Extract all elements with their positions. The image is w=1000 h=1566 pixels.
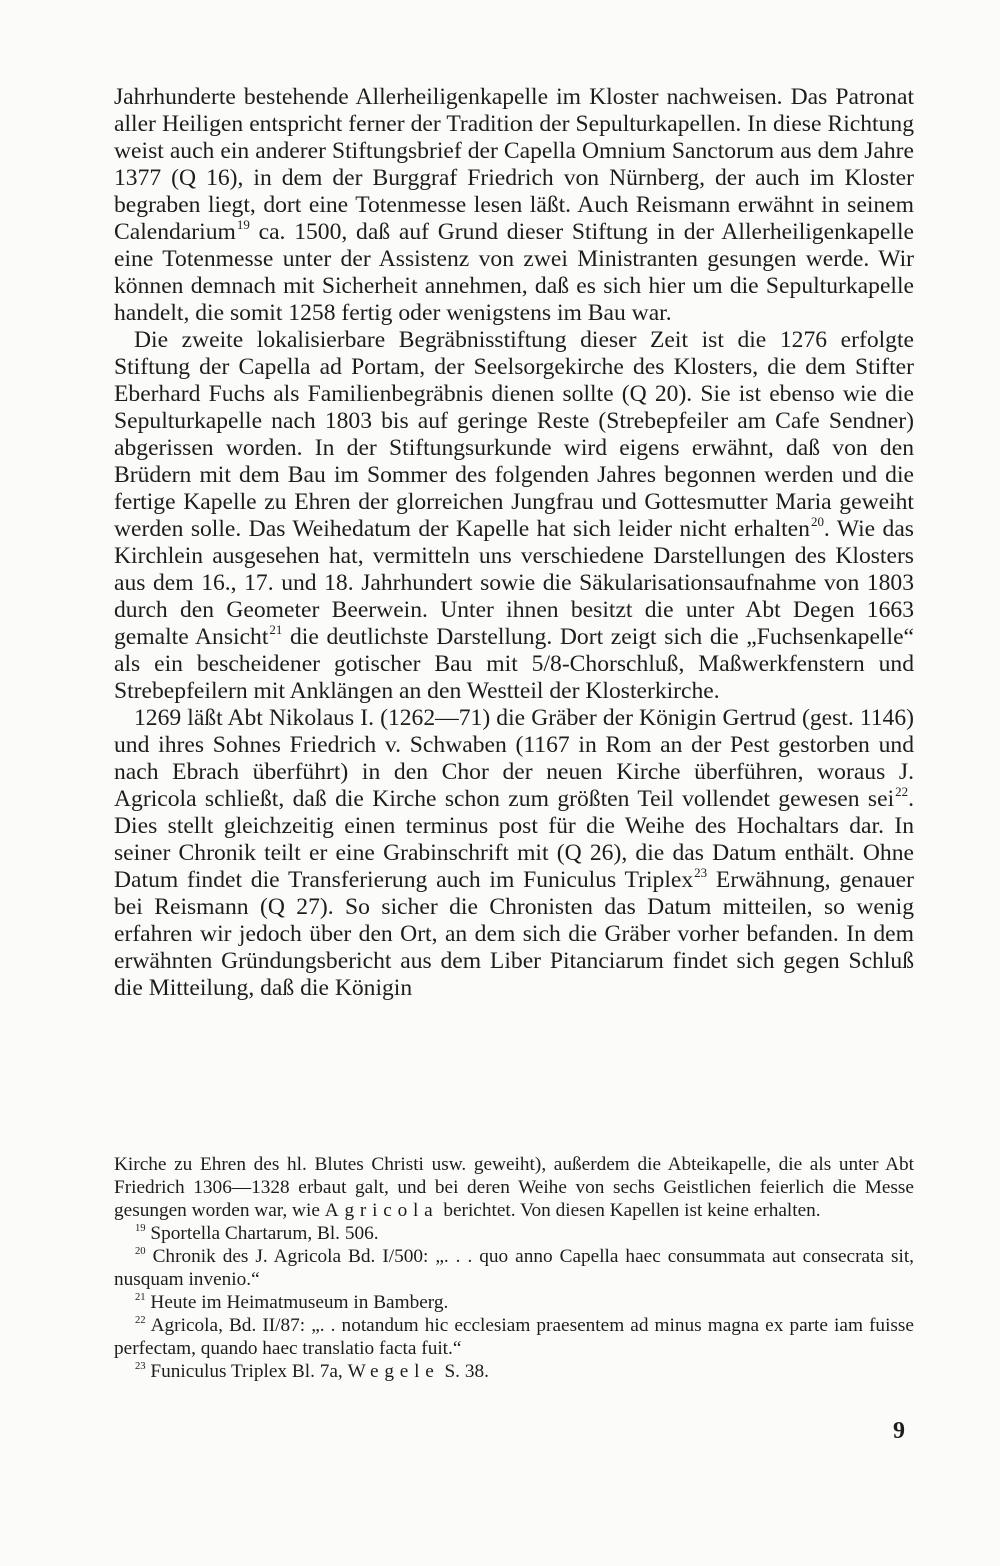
main-text xyxy=(114,84,914,1002)
footnote-21: $^{21}$ Heute im Heimatmuseum in Bamberg. xyxy=(135,1292,449,1313)
paragraph: Jahrhunderte bestehende Allerheiligenkapelle im Kloster nachweisen. Das Patronat aller Heiligen entspricht ferner der Tradition der Sepulturkapellen. In diese Richtung weist auch ein anderer Stiftungsbrief der Capella Omnium Sanctorum aus dem Jahre 1377 (Q 16), in dem der Burggraf Friedrich von Nürnberg, der auch im Kloster begraben liegt, dort eine Totenmesse lesen läßt. Auch Reismann erwähnt in seinem Calendarium$^{19}$ ca. 1500, daß auf Grund dieser Stiftung in der Allerheiligenkapelle eine Totenmesse unter der Assistenz von zwei Ministranten gesungen werde. Wir können demnach mit Sicherheit annehmen, daß es sich hier um die Sepulturkapelle handelt, die somit 1258 fertig oder wenigstens im Bau war. xyxy=(114,84,914,326)
footnote-ref[interactable]: 22 xyxy=(895,784,909,800)
footnote-continuation: Kirche zu Ehren des hl. Blutes Christi usw. geweiht), außerdem die Abteikapelle, die als unter Abt Friedrich 1306—1328 erbaut galt, und bei deren Weihe von sechs Geistlichen feierlich die Messe gesungen worden war, wie Agricola berichtet. Von diesen Kapellen ist keine erhalten. xyxy=(114,1154,914,1221)
footnote-20: $^{20}$ Chronik des J. Agricola Bd. I/500: „. . . quo anno Capella haec consummata aut consecrata sit, nusquam invenio.“ xyxy=(114,1246,914,1290)
footnote-22: $^{22}$ Agricola, Bd. II/87: „. . notandum hic ecclesiam praesentem ad minus magna ex parte iam fuisse perfectam, quando haec translatio facta fuit.“ xyxy=(114,1315,914,1359)
author-name: Wegele xyxy=(347,1361,440,1382)
footnote-23: $^{23}$ Funiculus Triplex Bl. 7a, Wegele S. 38. xyxy=(135,1361,489,1382)
footnote-ref[interactable]: 23 xyxy=(694,865,708,881)
paragraph: 1269 läßt Abt Nikolaus I. (1262—71) die Gräber der Königin Gertrud (gest. 1146) und ihres Sohnes Friedrich v. Schwaben (1167 in Rom an der Pest gestorben und nach Ebrach überführt) in den Chor der neuen Kirche überführen, woraus J. Agricola schließt, daß die Kirche schon zum größten Teil vollendet gewesen sei$^{22}$. Dies stellt gleichzeitig einen terminus post für die Weihe des Hochaltars dar. In seiner Chronik teilt er eine Grabinschrift mit (Q 26), die das Datum enthält. Ohne Datum findet die Transferierung auch im Funiculus Triplex$^{23}$ Erwähnung, genauer bei Reismann (Q 27). So sicher die Chronisten das Datum mitteilen, so wenig erfahren wir jedoch über den Ort, an dem sich die Gräber vorher befanden. In dem erwähnten Gründungsbericht aus dem Liber Pitanciarum findet sich gegen Schluß die Mitteilung, daß die Königin xyxy=(114,705,915,1001)
footnote-19: $^{19}$ Sportella Chartarum, Bl. 506. xyxy=(135,1223,379,1244)
footnote-ref[interactable]: 21 xyxy=(269,622,283,638)
footnote-ref[interactable]: 20 xyxy=(810,514,824,530)
author-name: Agricola xyxy=(324,1200,439,1221)
footnotes xyxy=(114,1153,914,1383)
paragraph: Die zweite lokalisierbare Begräbnisstiftung dieser Zeit ist die 1276 erfolgte Stiftung der Capella ad Portam, der Seelsorgekirche des Klosters, die dem Stifter Eberhard Fuchs als Familienbegräbnis dienen sollte (Q 20). Sie ist ebenso wie die Sepulturkapelle nach 1803 bis auf geringe Reste (Strebepfeiler am Cafe Sendner) abgerissen worden. In der Stiftungsurkunde wird eigens erwähnt, daß von den Brüdern mit dem Bau im Sommer des folgenden Jahres begonnen werden und die fertige Kapelle zu Ehren der glorreichen Jungfrau und Gottesmutter Maria geweiht werden solle. Das Weihedatum der Kapelle hat sich leider nicht erhalten$^{20}$. Wie das Kirchlein ausgesehen hat, vermitteln uns verschiedene Darstellungen des Klosters aus dem 16., 17. und 18. Jahrhundert sowie die Säkularisationsaufnahme von 1803 durch den Geometer Beerwein. Unter ihnen besitzt die unter Abt Degen 1663 gemalte Ansicht$^{21}$ die deutlichste Darstellung. Dort zeigt sich die „Fuchsenkapelle“ als ein bescheidener gotischer Bau mit 5/8-Chorschluß, Maßwerkfenstern und Strebepfeilern mit Anklängen an den Westteil der Klosterkirche. xyxy=(114,327,915,704)
footnote-ref[interactable]: 19 xyxy=(236,217,250,233)
page-number: 9 xyxy=(893,1418,905,1444)
